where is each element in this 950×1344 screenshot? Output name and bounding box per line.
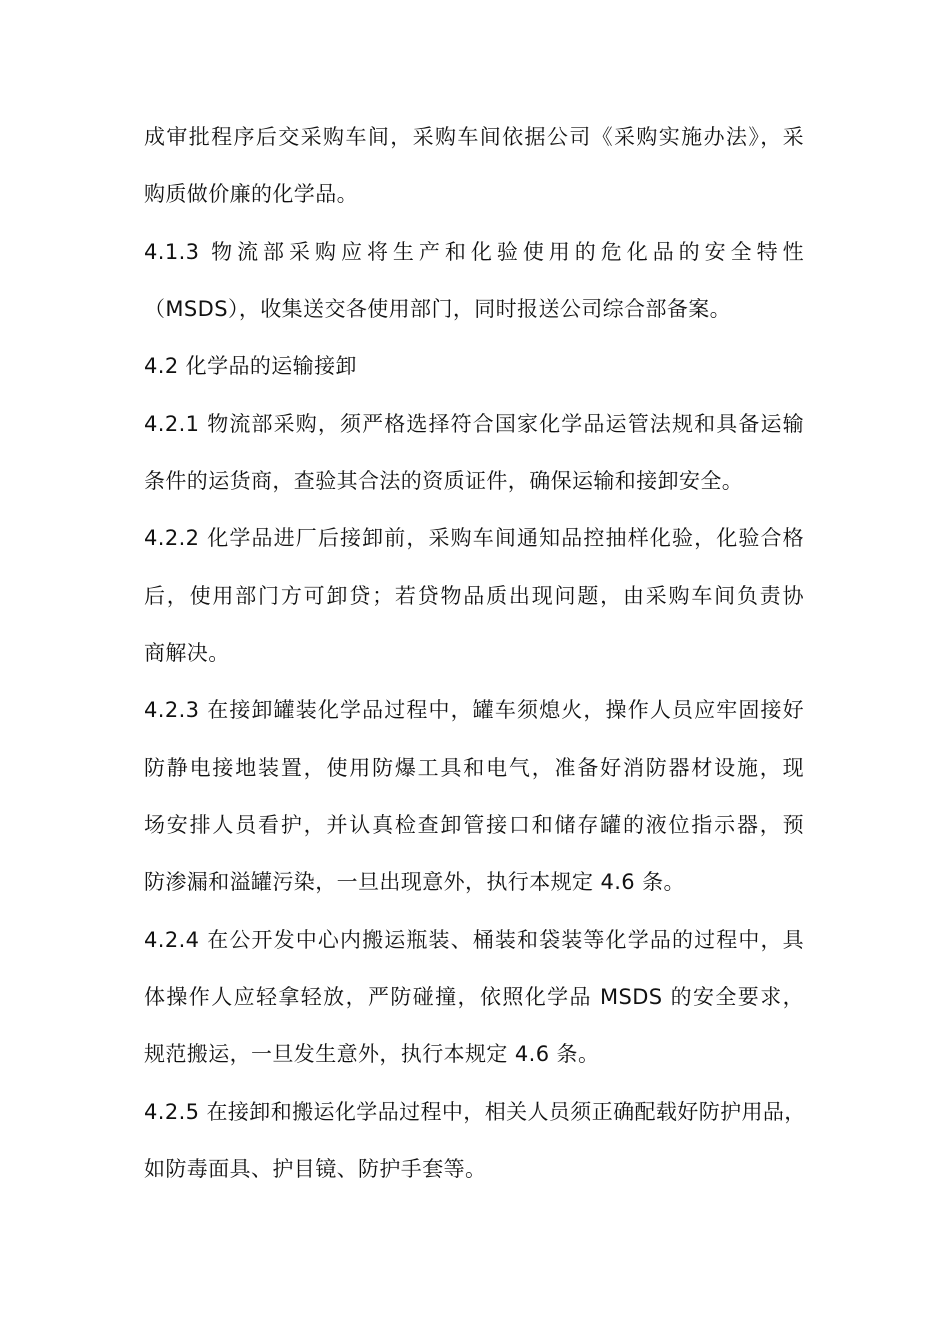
section-4-2-1: 4.2.1 物流部采购，须严格选择符合国家化学品运管法规和具备运输 bbox=[144, 412, 804, 436]
text-line: 条件的运货商，查验其合法的资质证件，确保运输和接卸安全。 bbox=[144, 469, 744, 493]
text-line: （MSDS），收集送交各使用部门，同时报送公司综合部备案。 bbox=[144, 297, 732, 321]
text-line: 防静电接地装置，使用防爆工具和电气，准备好消防器材设施，现 bbox=[144, 756, 804, 780]
section-4-2-4: 4.2.4 在公开发中心内搬运瓶装、桶装和袋装等化学品的过程中，具 bbox=[144, 928, 804, 952]
text-line: 防渗漏和溢罐污染，一旦出现意外，执行本规定 4.6 条。 bbox=[144, 870, 685, 894]
section-4-2-5: 4.2.5 在接卸和搬运化学品过程中，相关人员须正确配载好防护用品， bbox=[144, 1100, 806, 1124]
text-line: 场安排人员看护，并认真检查卸管接口和储存罐的液位指示器，预 bbox=[144, 813, 804, 837]
text-line: 购质做价廉的化学品。 bbox=[144, 182, 358, 206]
section-4-2-2: 4.2.2 化学品进厂后接卸前，采购车间通知品控抽样化验，化验合格 bbox=[144, 526, 804, 550]
text-line: 规范搬运，一旦发生意外，执行本规定 4.6 条。 bbox=[144, 1042, 600, 1066]
section-4-2-3: 4.2.3 在接卸罐装化学品过程中，罐车须熄火，操作人员应牢固接好 bbox=[144, 698, 804, 722]
text-line: 成审批程序后交采购车间，采购车间依据公司《采购实施办法》，采 bbox=[144, 125, 804, 149]
section-4-1-3: 4.1.3 物流部采购应将生产和化验使用的危化品的安全特性 bbox=[144, 240, 804, 264]
text-line: 如防毒面具、护目镜、防护手套等。 bbox=[144, 1157, 487, 1181]
section-heading-4-2: 4.2 化学品的运输接卸 bbox=[144, 354, 357, 378]
text-line: 体操作人应轻拿轻放，严防碰撞，依照化学品 MSDS 的安全要求， bbox=[144, 985, 804, 1009]
text-line: 后，使用部门方可卸贷；若贷物品质出现问题，由采购车间负责协 bbox=[144, 584, 804, 608]
text-line: 商解决。 bbox=[144, 641, 230, 665]
